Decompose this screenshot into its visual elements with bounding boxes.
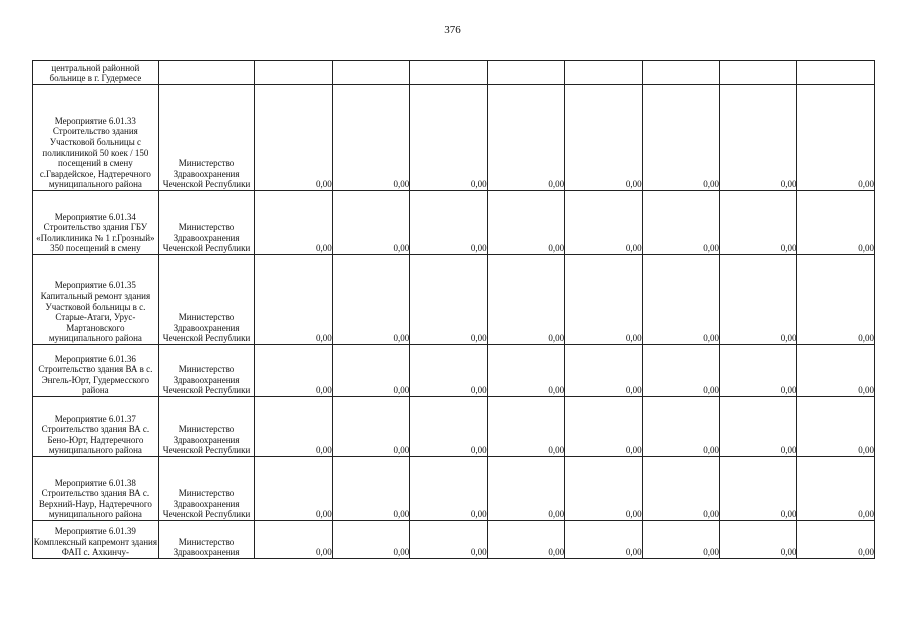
activity-cell: Мероприятие 6.01.36 Строительство здания ВА в с. Энгель-Юрт, Гудермесского района <box>33 345 159 397</box>
activity-cell: Мероприятие 6.01.34 Строительство здания ГБУ «Поликлиника № 1 г.Грозный» 350 посещений в смену <box>33 191 159 255</box>
value-cell: 0,00 <box>720 457 797 521</box>
value-cell: 0,00 <box>410 85 487 191</box>
value-cell: 0,00 <box>487 345 564 397</box>
value-cell: 0,00 <box>642 345 719 397</box>
value-cell: 0,00 <box>565 521 642 559</box>
value-cell: 0,00 <box>255 85 332 191</box>
value-cell: 0,00 <box>565 255 642 345</box>
value-cell: 0,00 <box>565 397 642 457</box>
value-cell: 0,00 <box>797 191 875 255</box>
ministry-cell: Министерство Здравоохранения Чеченской Республики <box>158 457 255 521</box>
value-cell: 0,00 <box>487 521 564 559</box>
value-cell <box>332 61 409 85</box>
value-cell: 0,00 <box>255 457 332 521</box>
value-cell: 0,00 <box>332 457 409 521</box>
value-cell <box>487 61 564 85</box>
value-cell: 0,00 <box>797 457 875 521</box>
ministry-cell: Министерство Здравоохранения Чеченской Республики <box>158 85 255 191</box>
value-cell: 0,00 <box>720 191 797 255</box>
value-cell: 0,00 <box>255 255 332 345</box>
value-cell <box>720 61 797 85</box>
activity-cell: Мероприятие 6.01.39 Комплексный капремонт здания ФАП с. Ахкинчу- <box>33 521 159 559</box>
value-cell: 0,00 <box>332 345 409 397</box>
value-cell: 0,00 <box>410 397 487 457</box>
value-cell <box>255 61 332 85</box>
value-cell: 0,00 <box>487 191 564 255</box>
value-cell: 0,00 <box>642 85 719 191</box>
value-cell: 0,00 <box>410 255 487 345</box>
value-cell <box>642 61 719 85</box>
table-row <box>33 61 875 85</box>
activity-cell: Мероприятие 6.01.37 Строительство здания ВА с. Бено-Юрт, Надтеречного муниципального района <box>33 397 159 457</box>
value-cell: 0,00 <box>565 85 642 191</box>
value-cell: 0,00 <box>565 191 642 255</box>
value-cell <box>410 61 487 85</box>
activity-cell: Мероприятие 6.01.33 Строительство здания Участковой больницы с поликлиникой 50 коек / 150 посещений в смену с.Гвардейское, Надтеречного муниципального района <box>33 85 159 191</box>
value-cell: 0,00 <box>410 521 487 559</box>
value-cell <box>565 61 642 85</box>
value-cell: 0,00 <box>720 345 797 397</box>
value-cell: 0,00 <box>642 521 719 559</box>
ministry-cell: Министерство Здравоохранения <box>158 521 255 559</box>
value-cell: 0,00 <box>797 397 875 457</box>
value-cell: 0,00 <box>332 397 409 457</box>
value-cell: 0,00 <box>642 255 719 345</box>
budget-table <box>32 60 875 559</box>
ministry-cell: Министерство Здравоохранения Чеченской Республики <box>158 397 255 457</box>
value-cell: 0,00 <box>565 345 642 397</box>
value-cell: 0,00 <box>255 521 332 559</box>
value-cell: 0,00 <box>332 255 409 345</box>
value-cell: 0,00 <box>797 521 875 559</box>
ministry-cell <box>158 61 255 85</box>
value-cell: 0,00 <box>720 521 797 559</box>
value-cell <box>797 61 875 85</box>
activity-cell: Мероприятие 6.01.35 Капитальный ремонт здания Участковой больницы в с. Старые-Атаги, Урус-Мартановского муниципального района <box>33 255 159 345</box>
table-row <box>33 255 875 345</box>
value-cell: 0,00 <box>410 457 487 521</box>
value-cell: 0,00 <box>332 191 409 255</box>
table-row <box>33 397 875 457</box>
ministry-cell: Министерство Здравоохранения Чеченской Республики <box>158 345 255 397</box>
value-cell: 0,00 <box>332 85 409 191</box>
table-row <box>33 85 875 191</box>
table-row <box>33 521 875 559</box>
activity-cell: центральной районной больнице в г. Гудермесе <box>33 61 159 85</box>
value-cell: 0,00 <box>642 457 719 521</box>
value-cell: 0,00 <box>797 85 875 191</box>
table-row <box>33 191 875 255</box>
value-cell: 0,00 <box>642 397 719 457</box>
ministry-cell: Министерство Здравоохранения Чеченской Республики <box>158 191 255 255</box>
value-cell: 0,00 <box>797 345 875 397</box>
page-number: 376 <box>444 24 461 36</box>
value-cell: 0,00 <box>797 255 875 345</box>
activity-cell: Мероприятие 6.01.38 Строительство здания ВА с. Верхний-Наур, Надтеречного муниципального района <box>33 457 159 521</box>
value-cell: 0,00 <box>487 255 564 345</box>
value-cell: 0,00 <box>565 457 642 521</box>
value-cell: 0,00 <box>255 345 332 397</box>
value-cell: 0,00 <box>255 191 332 255</box>
value-cell: 0,00 <box>487 457 564 521</box>
value-cell: 0,00 <box>332 521 409 559</box>
value-cell: 0,00 <box>410 345 487 397</box>
value-cell: 0,00 <box>720 85 797 191</box>
value-cell: 0,00 <box>720 397 797 457</box>
value-cell: 0,00 <box>642 191 719 255</box>
ministry-cell: Министерство Здравоохранения Чеченской Республики <box>158 255 255 345</box>
value-cell: 0,00 <box>720 255 797 345</box>
table-row <box>33 345 875 397</box>
value-cell: 0,00 <box>410 191 487 255</box>
table-row <box>33 457 875 521</box>
value-cell: 0,00 <box>255 397 332 457</box>
value-cell: 0,00 <box>487 397 564 457</box>
value-cell: 0,00 <box>487 85 564 191</box>
